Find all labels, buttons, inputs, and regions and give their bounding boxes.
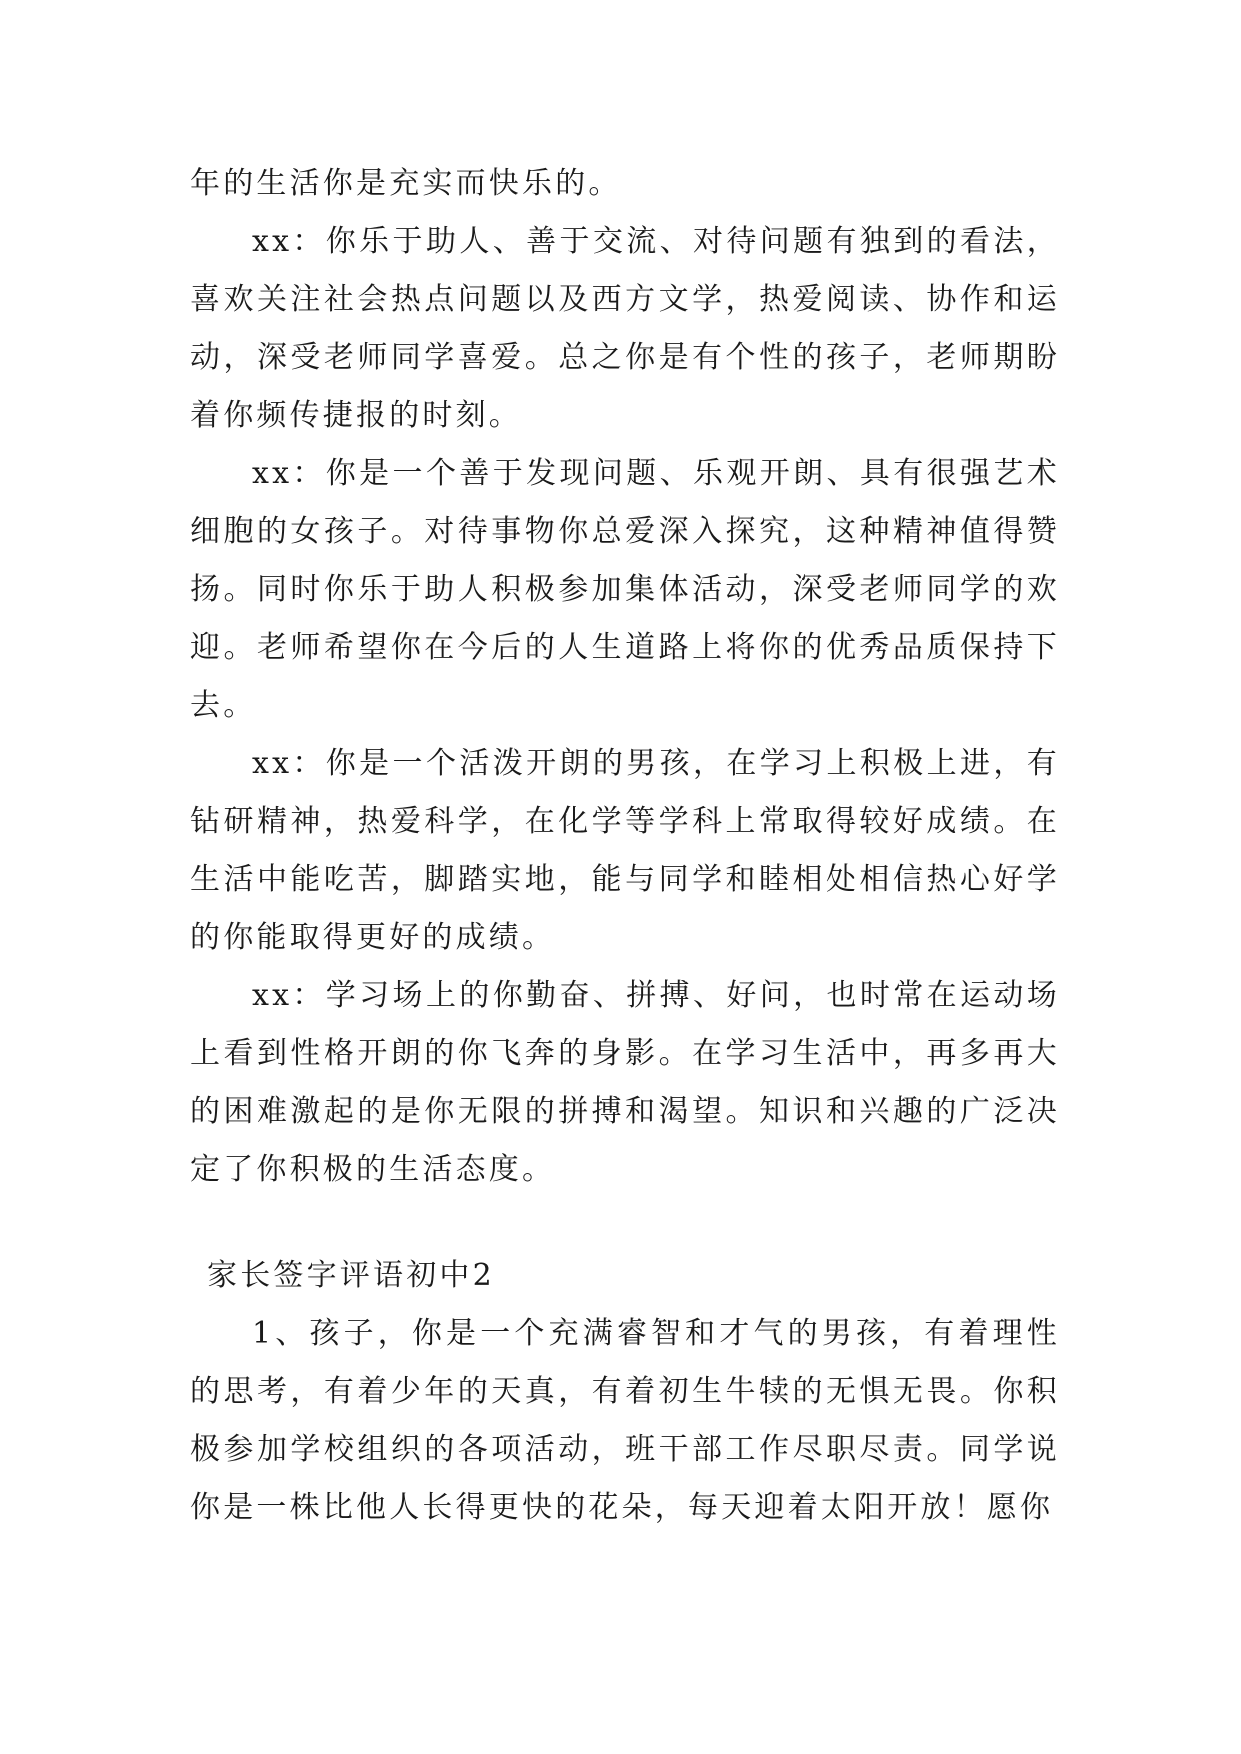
paragraph-section2-1: 1、孩子，你是一个充满睿智和才气的男孩，有着理性的思考，有着少年的天真，有着初生牛犊的无惧无畏。你积极参加学校组织的各项活动，班干部工作尽职尽责。同学说你是一株比他人长得更快的花朵，每天迎着太阳开放！愿你 bbox=[190, 1316, 1060, 1525]
paragraph-continuation: 年的生活你是充实而快乐的。 bbox=[190, 166, 622, 201]
document-body bbox=[190, 155, 1060, 1537]
paragraph-comment-2: xx：你是一个善于发现问题、乐观开朗、具有很强艺术细胞的女孩子。对待事物你总爱深入探究，这种精神值得赞扬。同时你乐于助人积极参加集体活动，深受老师同学的欢迎。老师希望你在今后的人生道路上将你的优秀品质保持下去。 bbox=[190, 456, 1060, 723]
paragraph-comment-1: xx：你乐于助人、善于交流、对待问题有独到的看法，喜欢关注社会热点问题以及西方文学，热爱阅读、协作和运动，深受老师同学喜爱。总之你是有个性的孩子，老师期盼着你频传捷报的时刻。 bbox=[190, 224, 1060, 433]
paragraph-comment-3: xx：你是一个活泼开朗的男孩，在学习上积极上进，有钻研精神，热爱科学，在化学等学科上常取得较好成绩。在生活中能吃苦，脚踏实地，能与同学和睦相处相信热心好学的你能取得更好的成绩。 bbox=[190, 746, 1060, 955]
section-heading: 家长签字评语初中2 bbox=[207, 1258, 495, 1293]
paragraph-comment-4: xx：学习场上的你勤奋、拼搏、好问，也时常在运动场上看到性格开朗的你飞奔的身影。在学习生活中，再多再大的困难激起的是你无限的拼搏和渴望。知识和兴趣的广泛决定了你积极的生活态度。 bbox=[190, 978, 1060, 1187]
